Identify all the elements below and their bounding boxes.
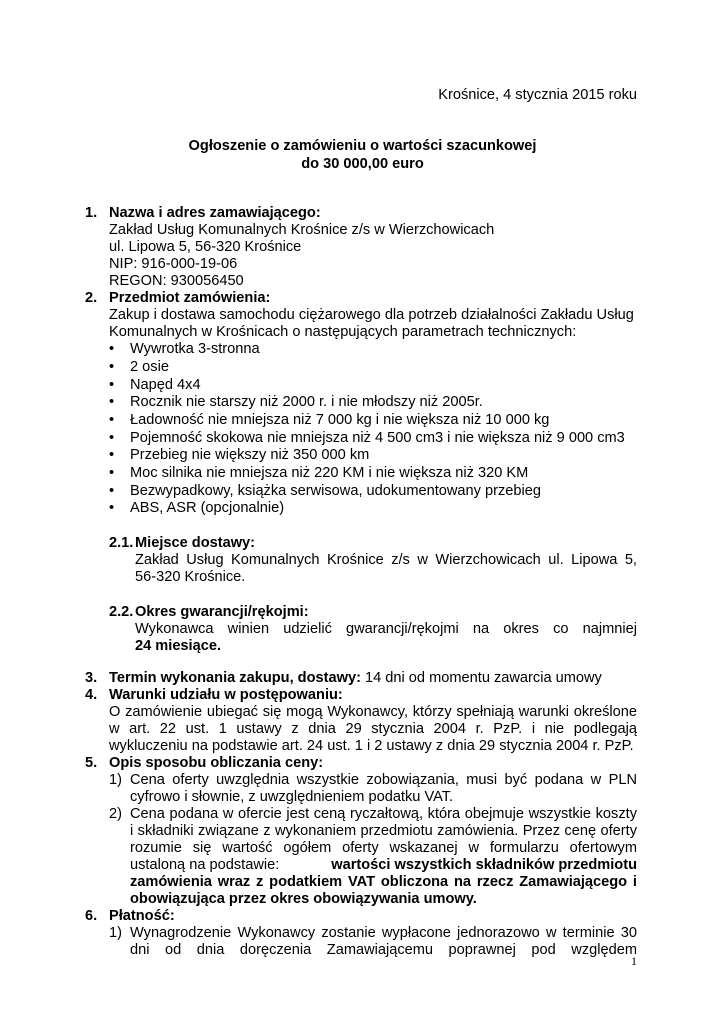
- org-name: Zakład Usług Komunalnych Krośnice z/s w Wierzchowicach: [109, 222, 495, 238]
- section-1-heading: Nazwa i adres zamawiającego:: [109, 205, 321, 221]
- section-3-text: 14 dni od momentu zawarcia umowy: [360, 670, 602, 686]
- section-2-number: 2.: [85, 290, 98, 306]
- section-5-p2-line-4-bold: wartości wszystkich składników przedmiotu: [331, 857, 637, 873]
- delivery-place-line-1: Zakład Usług Komunalnych Krośnice z/s w Wierzchowicach ul. Lipowa 5,: [135, 552, 637, 568]
- list-item: 2 osie: [130, 359, 169, 375]
- section-1-number: 1.: [85, 205, 98, 221]
- list-item: Przebieg nie większy niż 350 000 km: [130, 447, 370, 463]
- list-item: Rocznik nie starszy niż 2000 r. i nie młodszy niż 2005r.: [130, 394, 483, 410]
- bullet-marker: •: [109, 377, 115, 393]
- bullet-marker: •: [109, 483, 115, 499]
- section-5-p1-line-1: Cena oferty uwzględnia wszystkie zobowiązania, musi być podana w PLN: [130, 772, 637, 788]
- list-item: Pojemność skokowa nie mniejsza niż 4 500 cm3 i nie większa niż 9 000 cm3: [130, 430, 625, 446]
- subsection-2-1-number: 2.1.: [109, 535, 134, 551]
- point-number: 1): [109, 772, 122, 788]
- org-regon: REGON: 930056450: [109, 273, 244, 289]
- section-2-intro-1: Zakup i dostawa samochodu ciężarowego dla potrzeb działalności Zakładu Usług: [109, 307, 634, 323]
- title-line-2: do 30 000,00 euro: [301, 156, 424, 172]
- section-6-number: 6.: [85, 908, 98, 924]
- section-3-number: 3.: [85, 670, 98, 686]
- section-3-heading: Termin wykonania zakupu, dostawy:: [109, 670, 361, 686]
- section-5-p1-line-2: cyfrowo i słownie, z uwzględnieniem podatku VAT.: [130, 789, 454, 805]
- list-item: Wywrotka 3-stronna: [130, 341, 260, 357]
- org-nip: NIP: 916-000-19-06: [109, 256, 238, 272]
- point-number: 2): [109, 806, 122, 822]
- date-line: Krośnice, 4 stycznia 2015 roku: [438, 87, 637, 103]
- bullet-marker: •: [109, 430, 115, 446]
- title-line-1: Ogłoszenie o zamówieniu o wartości szacunkowej: [188, 138, 537, 154]
- section-5-p2-line-6: obowiązująca przez okres obowiązywania umowy.: [130, 891, 477, 907]
- page-number: 1: [631, 954, 637, 968]
- section-5-p2-line-5: zamówienia wraz z podatkiem VAT obliczona na rzecz Zamawiającego i: [130, 874, 637, 890]
- bullet-marker: •: [109, 341, 115, 357]
- section-5-number: 5.: [85, 755, 98, 771]
- section-3-line: [109, 669, 602, 687]
- point-number: 1): [109, 925, 122, 941]
- section-4-line-3: wykluczeniu na podstawie art. 24 ust. 1 i 2 ustawy z dnia 29 stycznia 2004 r. PzP.: [109, 738, 634, 754]
- section-4-number: 4.: [85, 687, 98, 703]
- bullet-marker: •: [109, 465, 115, 481]
- warranty-line-1: Wykonawca winien udzielić gwarancji/rękojmi na okres co najmniej: [135, 621, 637, 637]
- section-4-line-2: w art. 22 ust. 1 ustawy z dnia 29 stycznia 2004 r. PzP. i nie podlegają: [109, 721, 637, 737]
- section-4-line-1: O zamówienie ubiegać się mogą Wykonawcy, którzy spełniają warunki określone: [109, 704, 637, 720]
- list-item: Ładowność nie mniejsza niż 7 000 kg i nie większa niż 10 000 kg: [130, 412, 550, 428]
- subsection-2-2-heading: Okres gwarancji/rękojmi:: [135, 604, 309, 620]
- section-5-p2-line-1: Cena podana w ofercie jest ceną ryczałtową, która obejmuje wszystkie koszty: [130, 806, 637, 822]
- section-5-p2-line-2: i składniki związane z wykonaniem przedmiotu zamówienia. Przez cenę oferty: [130, 823, 637, 839]
- subsection-2-2-number: 2.2.: [109, 604, 134, 620]
- org-address: ul. Lipowa 5, 56-320 Krośnice: [109, 239, 302, 255]
- list-item: ABS, ASR (opcjonalnie): [130, 500, 285, 516]
- bullet-marker: •: [109, 500, 115, 516]
- section-2-intro-2: Komunalnych w Krośnicach o następujących parametrach technicznych:: [109, 324, 577, 340]
- subsection-2-1-heading: Miejsce dostawy:: [135, 535, 256, 551]
- section-5-p2-line-4-plain: ustaloną na podstawie:: [130, 857, 280, 873]
- bullet-marker: •: [109, 359, 115, 375]
- section-5-p2-line-3: rozumie się wartość ogółem oferty wskazanej w formularzu ofertowym: [130, 840, 637, 856]
- section-5-p2-line-4: [130, 856, 637, 874]
- list-item: Bezwypadkowy, książka serwisowa, udokumentowany przebieg: [130, 483, 541, 499]
- section-6-p1-line-2: dni od dnia doręczenia Zamawiającemu poprawnej pod względem: [130, 942, 637, 958]
- section-6-heading: Płatność:: [109, 908, 175, 924]
- section-4-heading: Warunki udziału w postępowaniu:: [109, 687, 343, 703]
- list-item: Moc silnika nie mniejsza niż 220 KM i nie większa niż 320 KM: [130, 465, 529, 481]
- delivery-place-line-2: 56-320 Krośnice.: [135, 569, 246, 585]
- warranty-line-2: 24 miesiące.: [135, 638, 222, 654]
- bullet-marker: •: [109, 394, 115, 410]
- list-item: Napęd 4x4: [130, 377, 201, 393]
- section-5-heading: Opis sposobu obliczania ceny:: [109, 755, 324, 771]
- section-6-p1-line-1: Wynagrodzenie Wykonawcy zostanie wypłacone jednorazowo w terminie 30: [130, 925, 637, 941]
- section-2-heading: Przedmiot zamówienia:: [109, 290, 271, 306]
- bullet-marker: •: [109, 412, 115, 428]
- bullet-marker: •: [109, 447, 115, 463]
